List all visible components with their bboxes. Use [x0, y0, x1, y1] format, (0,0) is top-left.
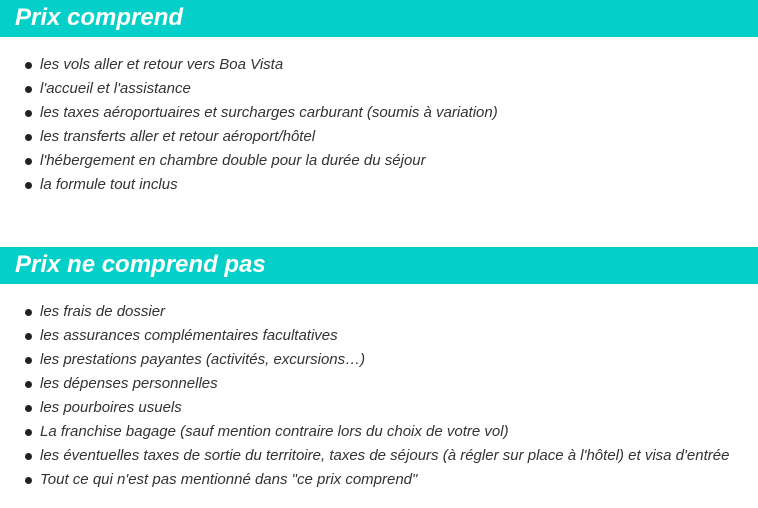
bullet-icon	[25, 381, 32, 388]
bullet-icon	[25, 333, 32, 340]
included-list	[0, 53, 498, 197]
bullet-icon	[25, 357, 32, 364]
bullet-icon	[25, 309, 32, 316]
bullet-icon	[25, 477, 32, 484]
list-item-text: les dépenses personnelles	[40, 375, 218, 392]
list-item	[0, 149, 498, 173]
list-item-text: l'accueil et l'assistance	[40, 80, 191, 97]
list-item	[0, 372, 729, 396]
list-item-text: les prestations payantes (activités, excursions…)	[40, 351, 366, 368]
bullet-icon	[25, 429, 32, 436]
bullet-icon	[25, 86, 32, 93]
bullet-icon	[25, 110, 32, 117]
list-item-text: les taxes aéroportuaires et surcharges carburant (soumis à variation)	[40, 104, 498, 121]
bullet-icon	[25, 158, 32, 165]
list-item	[0, 468, 729, 492]
list-item-text: les assurances complémentaires facultatives	[40, 327, 338, 344]
list-item	[0, 420, 729, 444]
list-item-text: les pourboires usuels	[40, 399, 182, 416]
bullet-icon	[25, 453, 32, 460]
list-item	[0, 396, 729, 420]
included-section-header	[0, 0, 758, 37]
excluded-list	[0, 300, 729, 492]
list-item	[0, 173, 498, 197]
list-item	[0, 101, 498, 125]
list-item-text: les transferts aller et retour aéroport/hôtel	[40, 128, 316, 145]
included-section-title: Prix comprend	[15, 4, 184, 31]
list-item-text: les frais de dossier	[40, 303, 166, 320]
list-item-text: Tout ce qui n'est pas mentionné dans "ce prix comprend"	[40, 471, 418, 488]
list-item	[0, 444, 729, 468]
list-item	[0, 77, 498, 101]
list-item-text: l'hébergement en chambre double pour la durée du séjour	[40, 152, 426, 169]
list-item	[0, 53, 498, 77]
list-item	[0, 348, 729, 372]
bullet-icon	[25, 134, 32, 141]
list-item-text: La franchise bagage (sauf mention contraire lors du choix de votre vol)	[40, 423, 509, 440]
list-item-text: les vols aller et retour vers Boa Vista	[40, 56, 284, 73]
excluded-section-title: Prix ne comprend pas	[15, 251, 266, 278]
list-item-text: les éventuelles taxes de sortie du territoire, taxes de séjours (à régler sur place à l'hôtel) et visa d'entrée	[40, 447, 730, 464]
bullet-icon	[25, 405, 32, 412]
bullet-icon	[25, 62, 32, 69]
excluded-section-header	[0, 247, 758, 284]
list-item-text: la formule tout inclus	[40, 176, 178, 193]
list-item	[0, 125, 498, 149]
bullet-icon	[25, 182, 32, 189]
list-item	[0, 324, 729, 348]
list-item	[0, 300, 729, 324]
